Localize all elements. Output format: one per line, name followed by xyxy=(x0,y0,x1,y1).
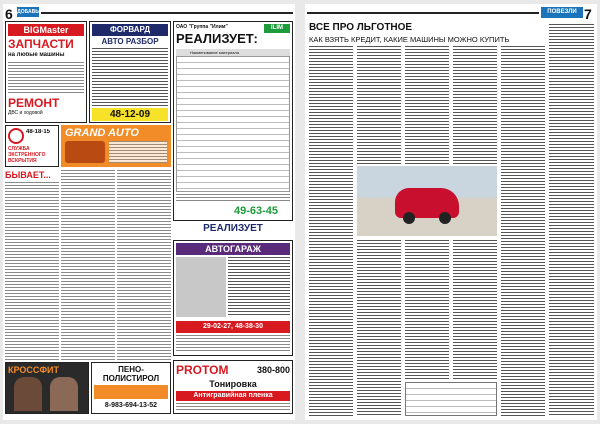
article-col-3-top xyxy=(405,46,449,164)
page-number-left: 6 xyxy=(5,6,13,20)
protom-ad xyxy=(173,360,293,414)
section-logo-left: ДОБАВЬ xyxy=(17,9,39,15)
crossfit-ad xyxy=(5,362,89,414)
bigmaster-body-text xyxy=(8,62,84,94)
article-col-4-top xyxy=(453,46,497,164)
forward-headline: АВТО РАЗБОР xyxy=(101,37,159,46)
bigmaster-headline: ЗАПЧАСТИ xyxy=(8,38,74,51)
protom-line-1: Тонировка xyxy=(209,379,257,389)
protom-line-2: Антигравийная пленка xyxy=(176,391,290,401)
car-photo-article xyxy=(357,166,497,236)
forward-logo: ФОРВАРД xyxy=(92,24,168,36)
article-col-1 xyxy=(309,46,353,416)
forward-ad xyxy=(89,21,171,123)
header-rule-left xyxy=(41,12,293,14)
article-col-2-top xyxy=(357,46,401,164)
crossfit-logo: КРОССФИТ xyxy=(8,365,60,375)
article-col-6 xyxy=(549,24,594,416)
bigmaster-repair-sub: ДВС и ходовой xyxy=(8,110,43,116)
byvaet-heading: БЫВАЕТ... xyxy=(5,170,51,180)
ilim-materials-table xyxy=(176,56,290,192)
protom-logo: PROTOM xyxy=(176,363,229,377)
bigmaster-repair: РЕМОНТ xyxy=(8,97,60,109)
article-col-2-bottom xyxy=(357,240,401,416)
ilim-ad xyxy=(173,21,293,221)
page-number-right: 7 xyxy=(584,6,592,20)
autogarage-photo xyxy=(176,257,226,317)
grand-auto-logo: GRAND AUTO xyxy=(65,127,139,139)
bigmaster-ad xyxy=(5,21,87,123)
foam-photo xyxy=(94,385,168,399)
article-headline: ВСЕ ПРО ЛЬГОТНОЕ xyxy=(309,22,413,33)
service-line-3: ВСКРЫТИЯ xyxy=(8,158,37,164)
service-ad xyxy=(5,125,59,167)
ilim-headline: РЕАЛИЗУЕТ: xyxy=(176,32,258,46)
section-logo-right: ПОВЕЗЛИ xyxy=(541,7,583,18)
car-wheel-front xyxy=(403,212,415,224)
grand-auto-ad xyxy=(61,125,171,167)
protom-phone: 380-800 xyxy=(256,365,290,375)
athlete-photo-2 xyxy=(50,377,78,411)
article-col-3-bottom xyxy=(405,240,449,380)
athlete-photo-1 xyxy=(14,377,42,411)
article-subheadline: КАК ВЗЯТЬ КРЕДИТ, КАКИЕ МАШИНЫ МОЖНО КУПИТЬ xyxy=(309,35,510,44)
article-col-5 xyxy=(501,46,545,416)
penopolistirol-phone: 8-983-694-13-52 xyxy=(104,402,158,409)
left-article-col-2 xyxy=(61,170,115,360)
right-page xyxy=(305,4,597,420)
realizuet-cta: РЕАЛИЗУЕТ xyxy=(203,223,263,234)
lock-icon xyxy=(8,128,24,144)
ilim-phone: 49-63-45 xyxy=(234,205,279,217)
autogarage-logo: АВТОГАРАЖ xyxy=(176,243,290,255)
forward-phone: 48-12-09 xyxy=(92,108,168,121)
service-line-1: СЛУЖБА xyxy=(8,146,30,152)
header-rule-right xyxy=(307,12,539,14)
autogarage-text xyxy=(228,257,290,317)
penopolistirol-ad xyxy=(91,362,171,414)
left-article-col-3 xyxy=(117,170,171,360)
car-wheel-rear xyxy=(439,212,451,224)
protom-footer-text xyxy=(176,403,290,411)
ilim-table-header: Наименование материала xyxy=(176,49,290,56)
price-table xyxy=(405,382,497,416)
car-photo xyxy=(65,141,105,163)
bigmaster-logo: BIGMaster xyxy=(8,24,84,36)
article-col-4-bottom xyxy=(453,240,497,380)
forward-parts-list xyxy=(92,48,168,106)
service-phone: 48-18-15 xyxy=(26,129,51,135)
autogarage-ad xyxy=(173,240,293,356)
ilim-company: ОАО "Группа "Илим" xyxy=(176,24,228,30)
penopolistirol-headline: ПЕНО-ПОЛИСТИРОЛ xyxy=(102,365,160,383)
left-page xyxy=(3,4,295,420)
autogarage-phone: 29-02-27, 48-38-30 xyxy=(176,321,290,333)
ilim-footnote xyxy=(176,194,290,202)
grand-auto-text xyxy=(109,141,167,163)
bigmaster-subline: на любые машины xyxy=(8,52,65,58)
ilim-logo: ILIM xyxy=(264,24,290,33)
service-line-2: ЭКСТРЕННОГО xyxy=(8,152,46,158)
autogarage-footer-text xyxy=(176,335,290,353)
